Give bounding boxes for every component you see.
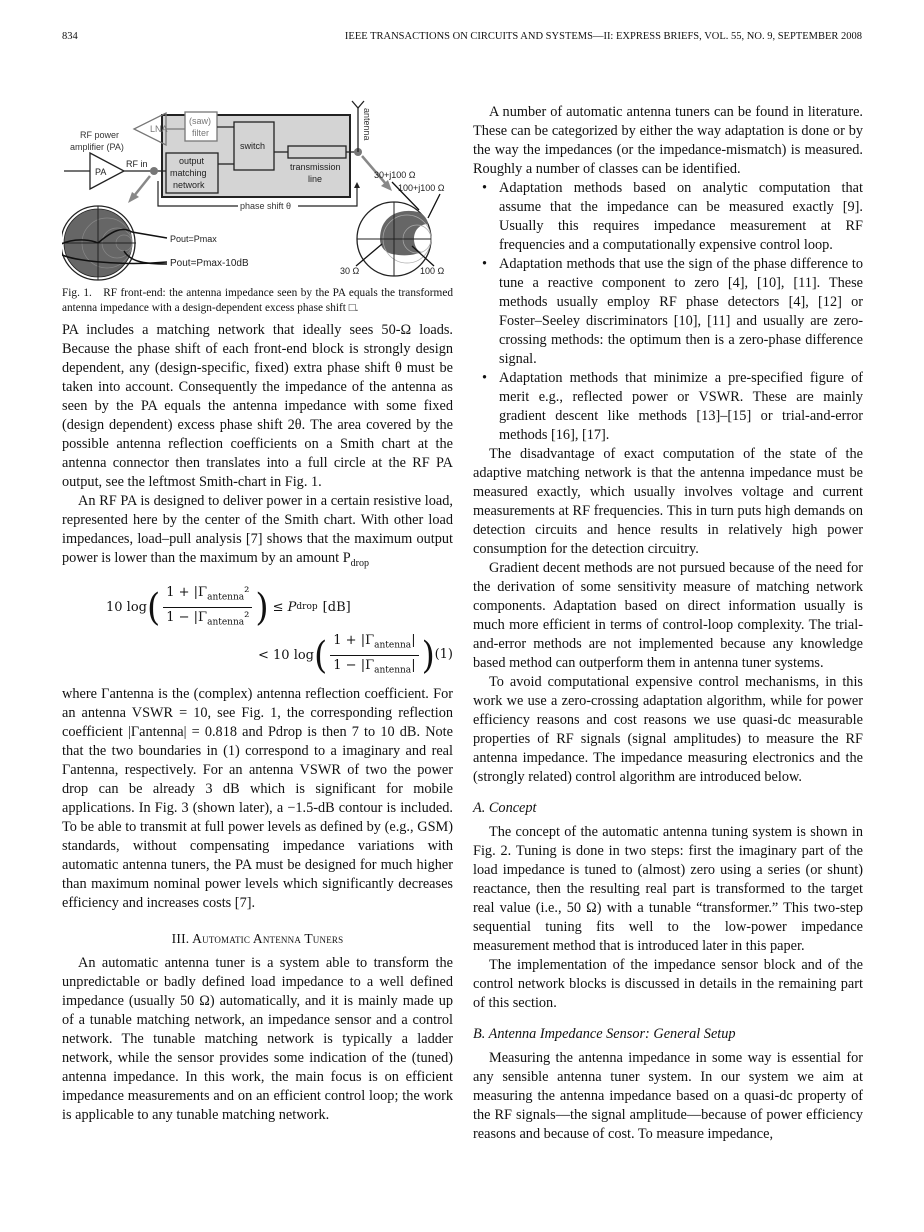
paragraph: The disadvantage of exact computation of the state of the adaptive matching network is that the antenna impedance must be measured exactly, which usually involves voltage and current measurements at RF frequencies. This in turn puts high demands on detection circuits and hence results in relatively high power consumption for the detection circuitry. [473,446,863,557]
paragraph: An automatic antenna tuner is a system able to transform the unpredictable or badly defined load impedance to a well defined impedance (usually 50 Ω) automatically, and it is mainly made up of a tunable matching network, an impedance sensor and a control network. The tunable matching network is typically a ladder network, while the sensor provides some indication of the (tuned) antenna impedance. In this work, the main focus is on efficient impedance measurements and on an efficient control loop; the work is applicable to any tunable matching network. [62,954,453,1123]
paragraph: Measuring the antenna impedance in some way is essential for any sensible antenna tuner system. In our system we aim at measuring the antenna impedance based on a quasi-dc property of the RF signals—the signal amplitude—because of power efficiency reasons and because of cost. To measure impedance, [473,1050,863,1142]
pa-label: PA [95,167,107,177]
paragraph: where Γantenna is the (complex) antenna reflection coefficient. For an antenna VSWR = 10, see Fig. 1, the corresponding reflection coefficient |Γantenna| = 0.818 and Pdrop is then 7 to 10 dB. Note that the two boundaries in (1) correspond to a imaginary and real Γantenna, respectively. For an antenna VSWR of two the power drop can be already 3 dB which is significant for mobile applications. In Fig. 3 (shown later), a −1.5-dB contour is included. To be able to transmit at full power levels as defined by (e.g., GSM) standards, without compensating impedance variations with automatic antenna tuners, the PA must be designed for much higher than maximum nominal power levels which significantly decreases efficiency and increases costs [7]. [62,685,453,911]
tline-label-2: line [308,174,323,184]
eq-fraction-1 [163,583,252,633]
z-100-label: 100 Ω [420,266,445,276]
journal-title: IEEE TRANSACTIONS ON CIRCUITS AND SYSTEMS—II: EXPRESS BRIEFS, VOL. 55, NO. 9, SEPTEMBER 2008 [344,31,862,42]
smith-chart-pa-output [62,206,167,280]
eq-lt: < 10 log [258,648,315,664]
eq-paren: ) [421,633,435,678]
eq-unit: [dB] [322,600,351,616]
paragraph: Gradient decent methods are not pursued because of the need for the derivation of some sensitivity measure of matching network components. Adaptation based on direct information usually is much more efficient in terms of control-loop complexity. The trial-and-error methods are not implemented because any knowledge based method can outperform them in antenna tuner systems. [473,560,863,671]
paragraph: The concept of the automatic antenna tuning system is shown in Fig. 2. Tuning is done in two steps: first the imaginary part of the load impedance is tuned to (almost) zero using a series (or shunt) reactance, then the resulting real part is transformed to the target real value (i.e., 50 Ω) with a tunable “transformer.” This two-step sequential tuning fits well to the low-power impedance measurement method that is introduced later in this paper. [473,824,863,954]
paragraph [62,492,453,573]
z-100-j100-label: 100+j100 Ω [398,183,445,193]
switch-label: switch [240,141,266,151]
subsection-heading: B. Antenna Impedance Sensor: General Setup [473,1026,736,1042]
caption-text: RF front-end: the antenna impedance seen by the PA equals the transformed antenna impedance with a design-dependent excess phase shift □. [62,287,453,314]
eq-tail: ² [244,584,250,600]
eq-leq: ≤ P [272,600,297,616]
eq-tail: ² [244,610,250,626]
phase-shift-label: phase shift θ [240,201,292,211]
paragraph: To avoid computational expensive control mechanisms, in this work we use a zero-crossing adaptation algorithm, while for power efficiency reasons and cost reasons we use quasi-dc measurable properties of RF signals (signal amplitudes) to measure the RF antenna impedance. The impedance measuring electronics and the (strongly related) control algorithm are introduced below. [473,674,863,785]
eq-sub: antenna [207,592,245,603]
section-heading: III. Automatic Antenna Tuners [171,930,344,946]
z-30-j100-label: 30+j100 Ω [374,170,416,180]
rf-power-label-1: RF power [80,130,120,140]
eq-paren: ( [314,633,328,678]
transmission-line-block [288,146,346,158]
paragraph-text: An RF PA is designed to deliver power in a certain resistive load, represented here by the center of the Smith chart. With other load impedances, load–pull analysis [7] shows that the maximum output power is lower than the maximum by an amount P [62,493,453,566]
pout-max-label: Pout=Pmax [170,234,217,244]
rf-power-label-2: amplifier (PA) [70,142,124,152]
eq-sub: antenna [374,640,412,651]
omn-label-2: matching [170,168,207,178]
eq-paren: ( [146,585,161,630]
z-30-label: 30 Ω [340,266,360,276]
page-number: 834 [62,31,78,42]
eq-fraction-2 [330,631,418,681]
saw-filter-label-2: filter [192,128,210,138]
lna-label: LNA [150,124,168,134]
figure-1-caption [62,286,453,316]
eq-tail: | [411,632,416,648]
eq-num: 1 + |Γ [333,632,375,648]
eq-sub: drop [296,602,318,613]
list-item: • Adaptation methods that minimize a pre-specified figure of merit e.g., reflected power or VSWR. These are mainly gradient descent like methods [13]–[15] or trial-and-error methods [16], [17]. [499,369,863,445]
paragraph: A number of automatic antenna tuners can be found in literature. These can be categorized by either the way adaptation is done or by the way the impedances (or the impedance-mismatch) is measured. Roughly a number of classes can be identified. [473,104,863,177]
subsection-heading: A. Concept [473,800,537,816]
saw-filter-label: (saw) [189,116,211,126]
antenna-label: antenna [362,108,372,141]
rf-in-label: RF in [126,159,148,169]
eq-coef: 10 log [106,600,147,616]
bullet-list [473,179,863,445]
right-column [473,103,863,1144]
eq-paren: ) [255,585,269,630]
eq-sub: antenna [207,618,245,629]
omn-label-1: output [179,156,205,166]
eq-den: 1 − |Γ [166,610,208,626]
page-header [62,31,862,45]
equation-number: (1) [434,646,453,662]
subscript: drop [350,557,370,569]
rf-frontend-diagram [62,96,460,282]
equation-1 [62,583,453,681]
list-item: • Adaptation methods based on analytic computation that assume that the impedance can be measured exactly [9]. Usually this requires impedance measurement at RF frequencies and a computationally expensive control loop. [499,179,863,255]
antenna-icon [352,101,364,108]
smith-chart-antenna [357,202,431,276]
figure-label: Fig. 1. [62,287,92,299]
rf-in-node [150,167,158,175]
list-item: • Adaptation methods that use the sign of the phase difference to tune a reactive component to zero [4], [10], [11]. These methods usually employ RF phase detectors [4], [12] or Foster–Seeley discriminators [10], [11] and usually are zero-crossing methods: the optimum then is a zero-phase difference signal. [499,255,863,369]
eq-sub: antenna [374,666,412,677]
omn-label-3: network [173,180,205,190]
figure-1 [62,96,460,282]
paragraph: The implementation of the impedance sensor block and of the control network blocks is discussed in details in the remaining part of this section. [473,957,863,1011]
eq-den: 1 − |Γ [333,658,375,674]
pout-max-10db-label: Pout=Pmax-10dB [170,258,249,269]
tline-label-1: transmission [290,162,341,172]
left-column [62,321,453,1125]
eq-num: 1 + |Γ [166,584,208,600]
paragraph: PA includes a matching network that ideally sees 50-Ω loads. Because the phase shift of each front-end block is strongly design dependent, any (design-specific, fixed) extra phase shift θ must be taken into account. Consequently the impedance of the antenna as seen by the PA equals the antenna impedance with some fixed (design dependent) excess phase shift 2θ. The area covered by the possible antenna reflection coefficients on a Smith chart at the antenna connector then translates into a full circle at the RF PA output, see the leftmost Smith-chart in Fig. 1. [62,322,453,490]
eq-tail: | [411,658,416,674]
